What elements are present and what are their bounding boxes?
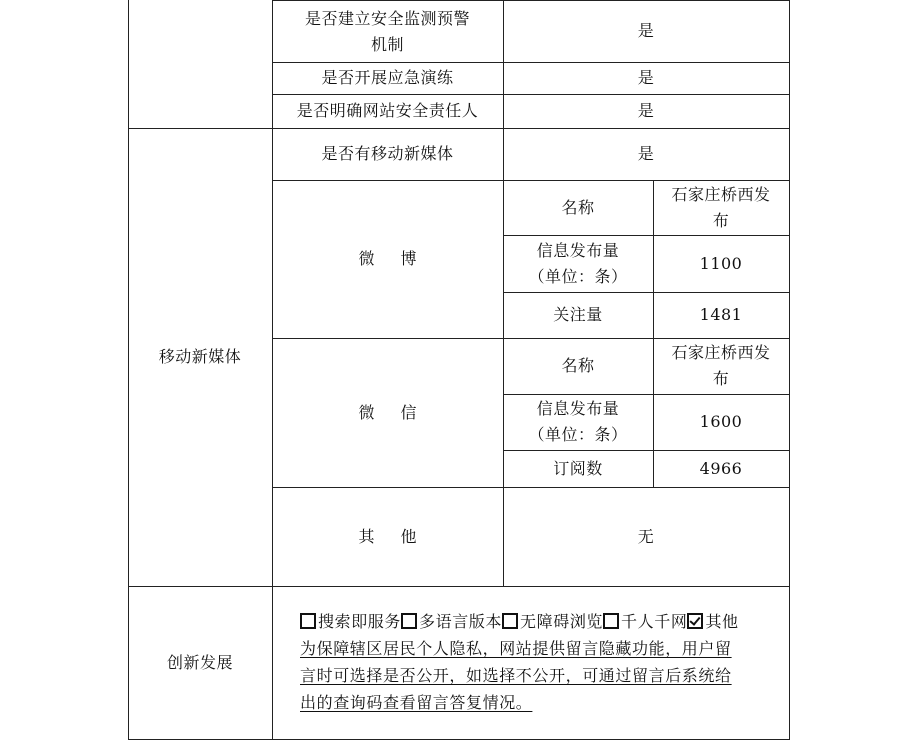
weibo-name-line1: 石家庄桥西发 xyxy=(671,184,771,204)
weibo-posts-value: 1100 xyxy=(699,253,743,273)
weibo-followers-value: 1481 xyxy=(699,305,743,324)
wechat-subscribers-label: 订阅数 xyxy=(553,458,603,478)
wechat-name-line2: 布 xyxy=(712,369,730,388)
weibo-followers-label: 关注量 xyxy=(553,305,603,324)
wechat-subscribers-value: 4966 xyxy=(699,458,743,478)
weibo-name-label: 名称 xyxy=(561,197,595,217)
security-monitoring-label xyxy=(272,2,503,62)
security-monitoring-label-line2: 机制 xyxy=(370,35,404,54)
emergency-drill-value: 是 xyxy=(637,68,655,87)
wechat-posts-label-line1: 信息发布量 xyxy=(536,399,620,418)
wechat-name-value xyxy=(653,338,789,394)
has-mobile-media-value: 是 xyxy=(637,144,655,163)
wechat-label: 微信 xyxy=(358,402,443,422)
wechat-posts-label xyxy=(503,394,653,450)
innovation-options xyxy=(300,608,780,635)
security-monitoring-value: 是 xyxy=(637,21,655,40)
checkbox-personalized[interactable] xyxy=(603,613,619,629)
checkbox-accessibility[interactable] xyxy=(502,613,518,629)
has-mobile-media-label: 是否有移动新媒体 xyxy=(321,144,454,163)
weibo-posts-label-line2: （单位：条） xyxy=(528,266,628,286)
innovation-section-label: 创新发展 xyxy=(166,652,233,672)
security-owner-value: 是 xyxy=(637,101,655,120)
innovation-description-line2: 言时可选择是否公开，如选择不公开，可通过留言后系统给 xyxy=(300,666,732,685)
checkbox-search-service[interactable] xyxy=(300,613,316,629)
option-accessibility: 无障碍浏览 xyxy=(520,612,604,631)
weibo-posts-label xyxy=(503,235,653,292)
checkbox-multilingual[interactable] xyxy=(401,613,417,629)
security-monitoring-label-line1: 是否建立安全监测预警 xyxy=(304,9,470,28)
mobile-section-label: 移动新媒体 xyxy=(158,347,242,366)
other-value: 无 xyxy=(637,526,655,546)
weibo-label: 微博 xyxy=(358,249,443,268)
option-multilingual: 多语言版本 xyxy=(419,612,503,631)
wechat-posts-label-line2: （单位：条） xyxy=(528,425,628,444)
innovation-description-line3: 出的查询码查看留言答复情况。 xyxy=(300,693,533,712)
weibo-name-line2: 布 xyxy=(712,210,730,230)
wechat-posts-value: 1600 xyxy=(699,412,743,431)
option-other: 其他 xyxy=(705,612,739,631)
security-owner-label: 是否明确网站安全责任人 xyxy=(296,101,479,120)
option-search-service: 搜索即服务 xyxy=(318,612,402,631)
weibo-posts-label-line1: 信息发布量 xyxy=(536,240,620,260)
wechat-name-line1: 石家庄桥西发 xyxy=(671,343,771,362)
checkbox-other-checked[interactable] xyxy=(687,613,703,629)
emergency-drill-label: 是否开展应急演练 xyxy=(321,68,454,87)
innovation-content xyxy=(300,608,780,716)
wechat-name-label: 名称 xyxy=(561,356,595,375)
weibo-name-value xyxy=(653,180,789,235)
option-personalized: 千人千网 xyxy=(621,612,688,631)
innovation-description-line1: 为保障辖区居民个人隐私，网站提供留言隐藏功能，用户留 xyxy=(300,639,732,658)
other-label: 其他 xyxy=(358,526,443,546)
